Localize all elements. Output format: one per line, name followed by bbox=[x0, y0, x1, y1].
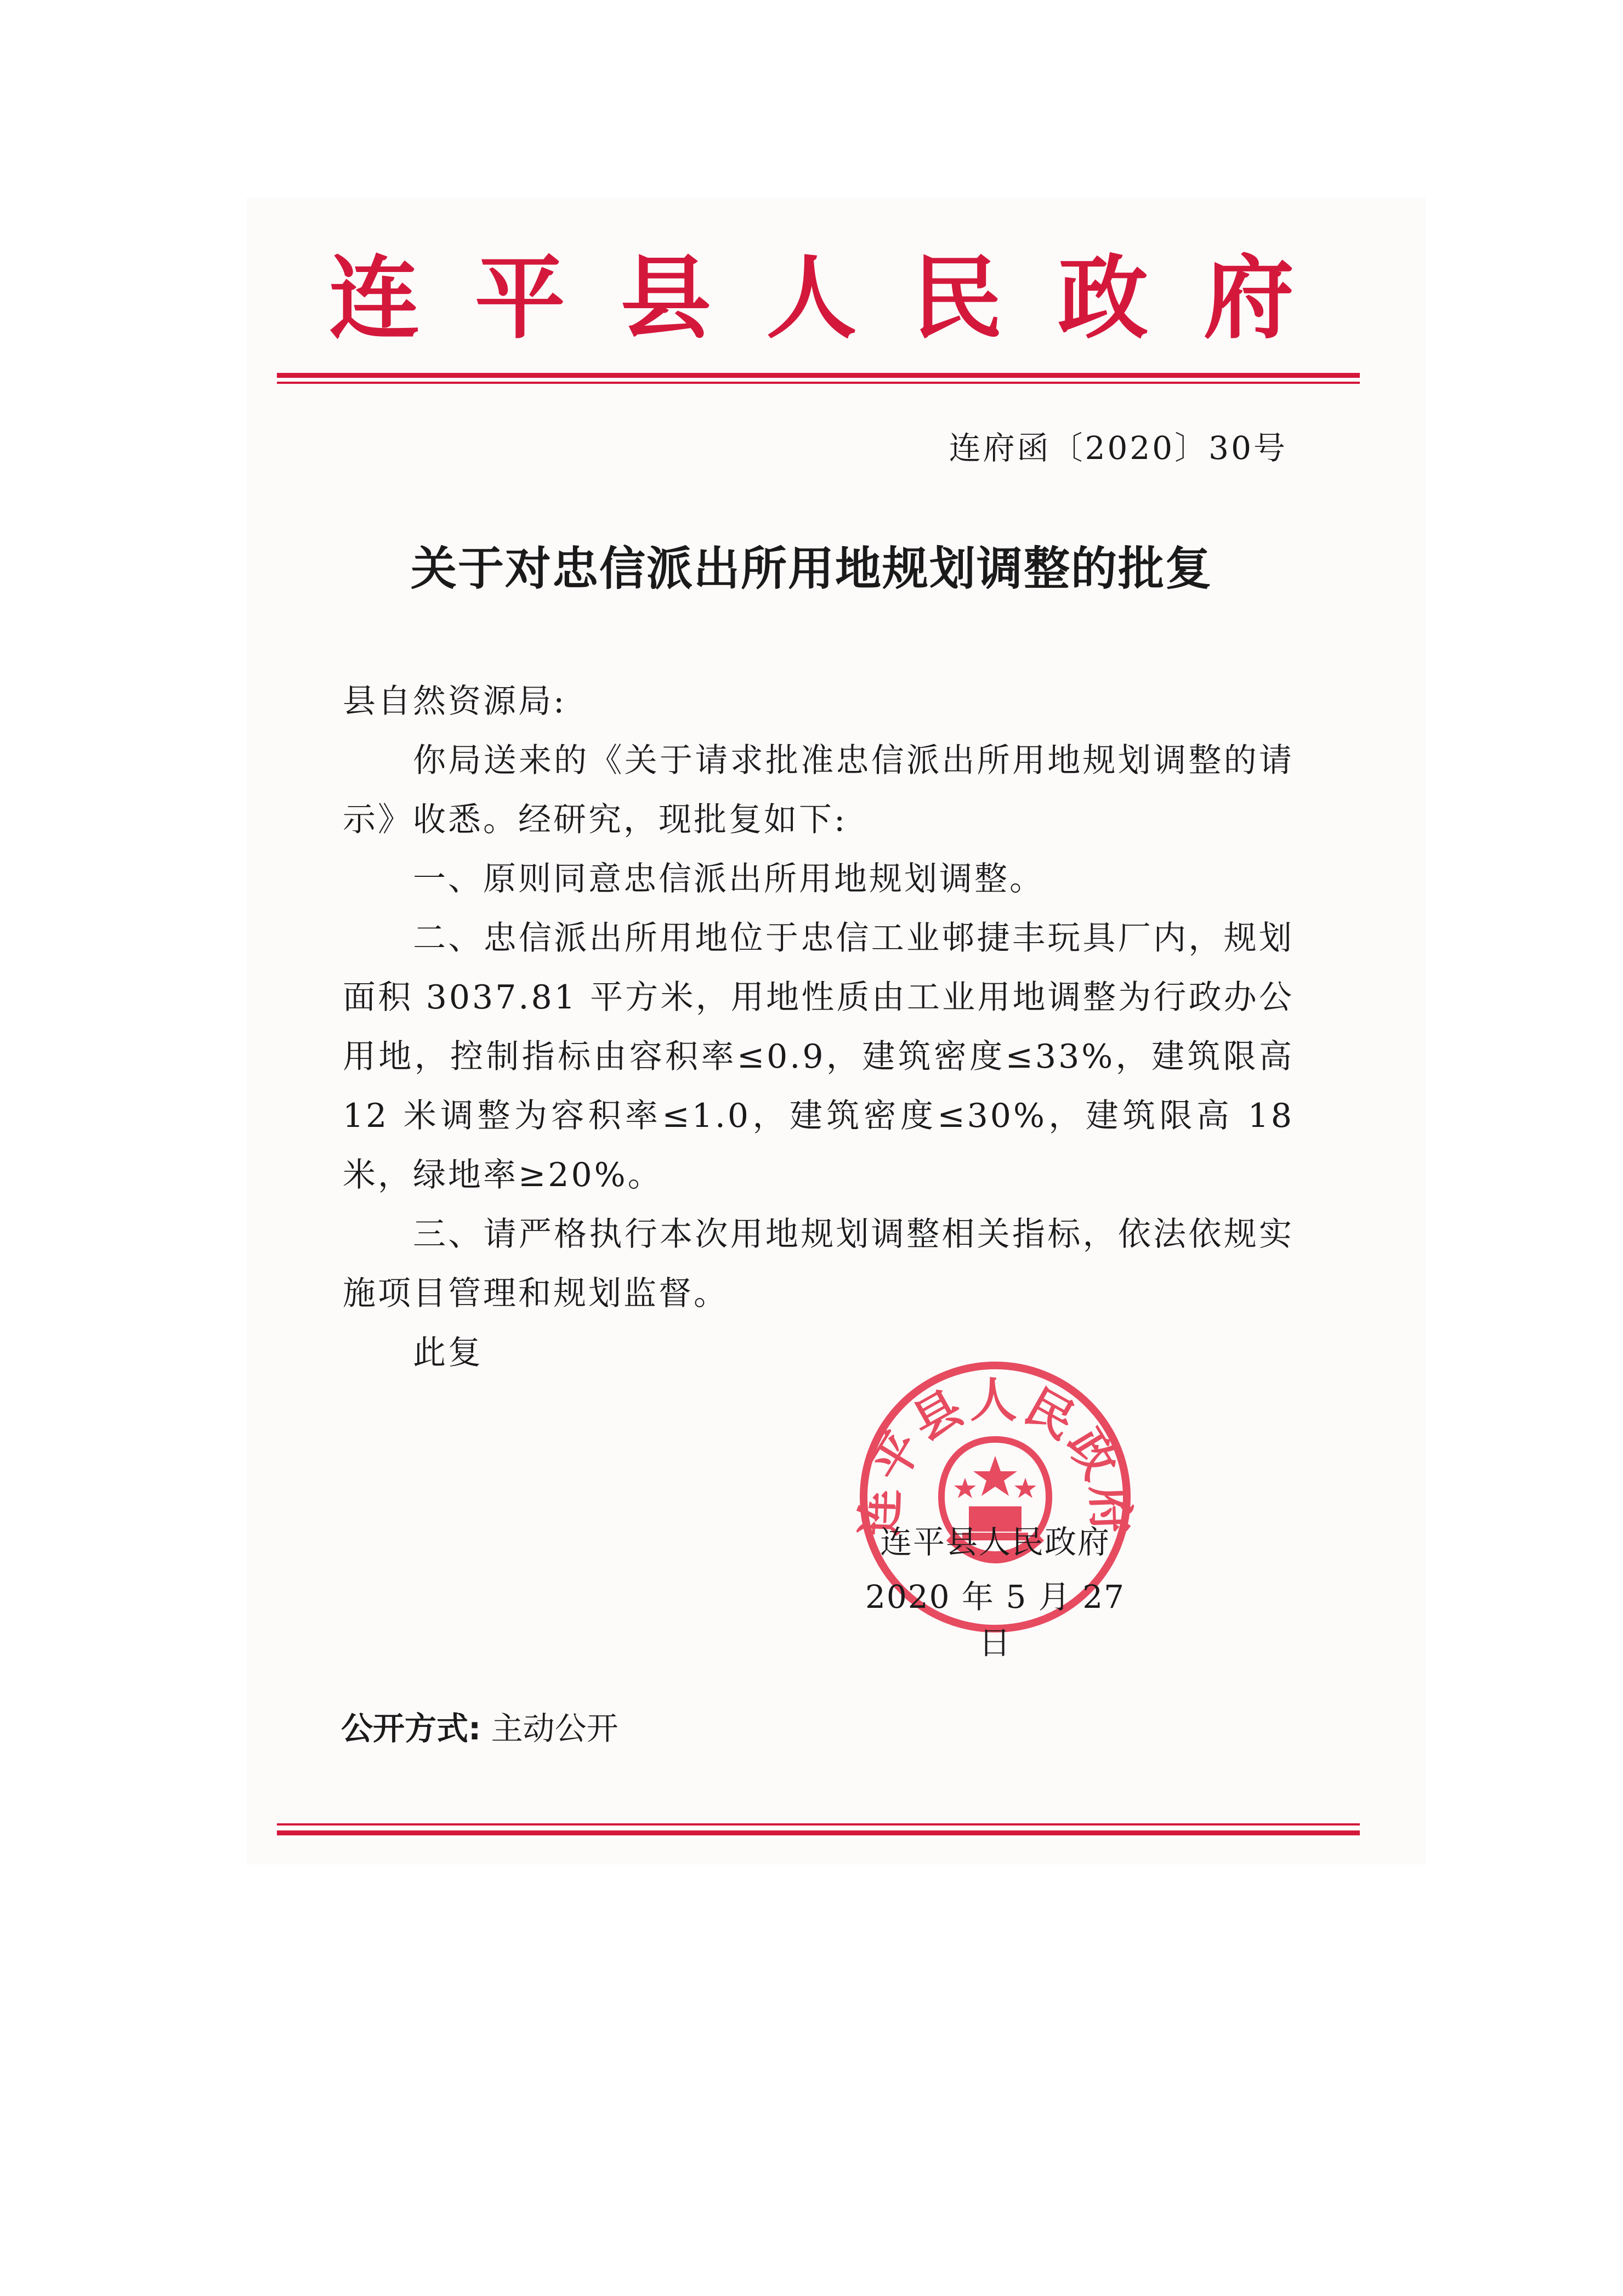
footer-rule-thin bbox=[277, 1823, 1360, 1826]
header-rule-thick bbox=[277, 373, 1360, 378]
signature-date: 2020 年 5 月 27 日 bbox=[865, 1578, 1126, 1662]
header-char: 平 bbox=[474, 244, 565, 351]
header-char: 人 bbox=[766, 244, 857, 351]
issuing-authority-header bbox=[329, 236, 1294, 351]
body-paragraph: 三、请严格执行本次用地规划调整相关指标，依法依规实施项目管理和规划监督。 bbox=[343, 1215, 1294, 1313]
seal-text-path: 连平县人民政府 bbox=[852, 1372, 1139, 1538]
signature-organization: 连平县人民政府 bbox=[879, 1523, 1110, 1561]
header-char: 政 bbox=[1058, 244, 1149, 351]
disclosure-method bbox=[341, 1703, 618, 1749]
header-char: 县 bbox=[620, 244, 711, 351]
document-body bbox=[343, 672, 1294, 1382]
addressee: 县自然资源局: bbox=[343, 682, 567, 721]
footer-rule-thick bbox=[277, 1830, 1360, 1835]
header-rule-thin bbox=[277, 382, 1360, 384]
disclosure-label: 公开方式: bbox=[341, 1710, 481, 1747]
document-number: 连府函〔2020〕30号 bbox=[949, 429, 1287, 467]
body-paragraph: 你局送来的《关于请求批准忠信派出所用地规划调整的请示》收悉。经研究，现批复如下: bbox=[343, 741, 1294, 839]
header-char: 民 bbox=[912, 244, 1003, 351]
document-title: 关于对忠信派出所用地规划调整的批复 bbox=[410, 541, 1212, 596]
header-char: 连 bbox=[329, 244, 419, 351]
body-paragraph: 一、原则同意忠信派出所用地规划调整。 bbox=[413, 860, 1045, 898]
closing-phrase: 此复 bbox=[413, 1334, 483, 1372]
disclosure-value: 主动公开 bbox=[491, 1710, 618, 1747]
body-paragraph: 二、忠信派出所用地位于忠信工业邨捷丰玩具厂内，规划面积 3037.81 平方米，用地性质由工业用地调整为行政办公用地，控制指标由容积率≤0.9，建筑密度≤33%，建筑限高 12 米调整为容积率≤1.0，建筑密度≤30%，建筑限高 18 米，绿地率≥20%。 bbox=[343, 919, 1294, 1194]
header-char: 府 bbox=[1203, 244, 1294, 351]
